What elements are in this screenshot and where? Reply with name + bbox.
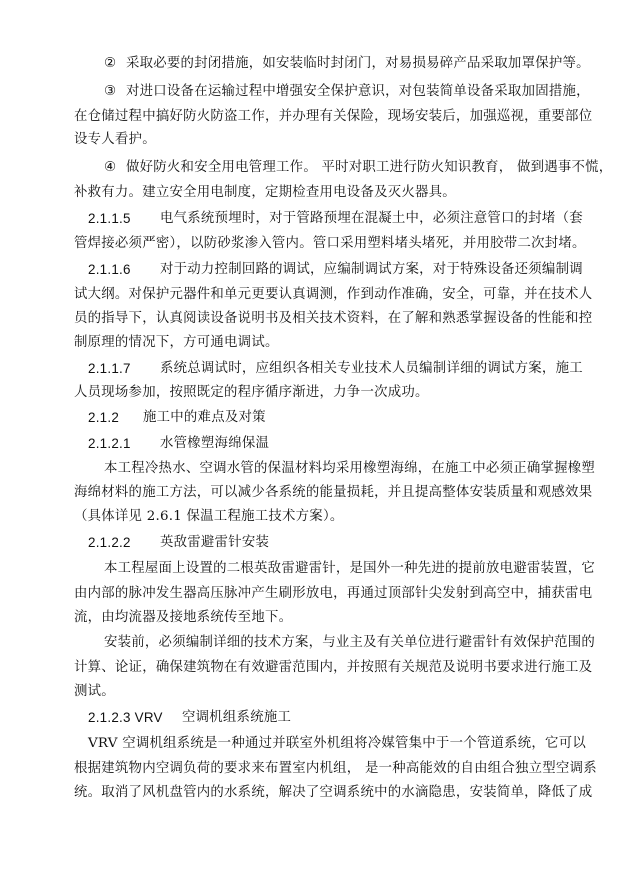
section-2122-line-3: 流，由均流器及接地系统传至地下。: [74, 610, 293, 625]
section-2115-line-2: 管焊接必须严密），以防砂浆渗入管内。管口采用塑料堵头堵死，并用胶带二次封堵。: [74, 236, 586, 251]
section-2122-title: 英敌雷避雷针安装: [160, 535, 270, 550]
section-2122-line-5: 计算、论证，确保建筑物在有效避雷范围内，并按照有关规范及说明书要求进行施工及: [74, 660, 593, 675]
section-2116-line-1: 对于动力控制回路的调试，应编制调试方案，对于特殊设备还须编制调: [160, 262, 583, 277]
paragraph-transport-line-1: 对进口设备在运输过程中增强安全保护意识，对包装简单设备采取加固措施，: [126, 84, 590, 99]
paragraph-fire-safety-line-1: 做好防火和安全用电管理工作。 平时对职工进行防火知识教育， 做到遇事不慌，: [126, 160, 613, 175]
paragraph-transport-line-2: 在仓储过程中搞好防火防盗工作，并办理有关保险，现场安装后，加强巡视，重要部位: [74, 109, 593, 124]
section-2117-line-2: 人员现场参加，按照既定的程序循序渐进，力争一次成功。: [74, 385, 429, 400]
section-2116-line-4: 制原理的情况下，方可通电调试。: [74, 335, 279, 350]
section-2123-title: 空调机组系统施工: [182, 710, 292, 725]
section-2123-line-1: VRV 空调机组系统是一种通过并联室外机组将冷媒管集中于一个管道系统，它可以: [88, 736, 586, 751]
section-2117-line-1: 系统总调试时，应组织各相关专业技术人员编制详细的调试方案，施工: [160, 361, 583, 376]
section-2121-line-3: （具体详见 2.6.1 保温工程施工技术方案）。: [74, 509, 344, 524]
section-2116-line-2: 试大纲。对保护元器件和单元更要认真调测，作到动作准确，安全，可靠，并在技术人: [74, 287, 593, 302]
list-marker-4: ④: [104, 160, 117, 175]
section-number-212: 2.1.2: [88, 410, 120, 425]
section-number-2116: 2.1.1.6: [88, 262, 131, 277]
section-2123-line-2: 根据建筑物内空调负荷的要求来布置室内机组， 是一种高能效的自由组合独立型空调系: [74, 761, 597, 776]
section-2122-line-1: 本工程屋面上设置的二根英敌雷避雷针，是国外一种先进的提前放电避雷装置，它: [104, 561, 596, 576]
section-2121-line-1: 本工程冷热水、空调水管的保温材料均采用橡塑海绵，在施工中必须正确掌握橡塑: [104, 461, 596, 476]
list-marker-3: ③: [104, 84, 117, 99]
section-number-2123: 2.1.2.3 VRV: [88, 710, 163, 725]
section-number-2122: 2.1.2.2: [88, 535, 131, 550]
section-number-2117: 2.1.1.7: [88, 361, 131, 376]
section-2121-title: 水管橡塑海绵保温: [160, 436, 270, 451]
section-2122-line-2: 由内部的脉冲发生器高压脉冲产生刷形放电，再通过顶部针尖发射到高空中，捕获雷电: [74, 586, 593, 601]
section-2121-line-2: 海绵材料的施工方法，可以减少各系统的能量损耗，并且提高整体安装质量和观感效果: [74, 485, 593, 500]
section-2122-line-6: 测试。: [74, 684, 115, 699]
section-2123-line-3: 统。取消了风机盘管内的水系统，解决了空调系统中的水滴隐患，安装简单，降低了成: [74, 785, 593, 800]
section-2115-line-1: 电气系统预埋时，对于管路预埋在混凝土中，必须注意管口的封堵（套: [160, 211, 583, 226]
section-number-2121: 2.1.2.1: [88, 436, 131, 451]
paragraph-fire-safety-line-2: 补救有力。建立安全用电制度，定期检查用电设备及灭火器具。: [74, 185, 456, 200]
section-212-title: 施工中的难点及对策: [143, 410, 266, 425]
paragraph-sealing-measures: 采取必要的封闭措施，如安装临时封闭门，对易损易碎产品采取加罩保护等。: [126, 56, 590, 71]
section-number-2115: 2.1.1.5: [88, 211, 131, 226]
list-marker-2: ②: [104, 56, 117, 71]
section-2122-line-4: 安装前，必须编制详细的技术方案，与业主及有关单位进行避雷针有效保护范围的: [104, 635, 596, 650]
paragraph-transport-line-3: 设专人看护。: [74, 132, 156, 147]
section-2116-line-3: 员的指导下，认真阅读设备说明书及相关技术资料，在了解和熟悉掌握设备的性能和控: [74, 311, 593, 326]
